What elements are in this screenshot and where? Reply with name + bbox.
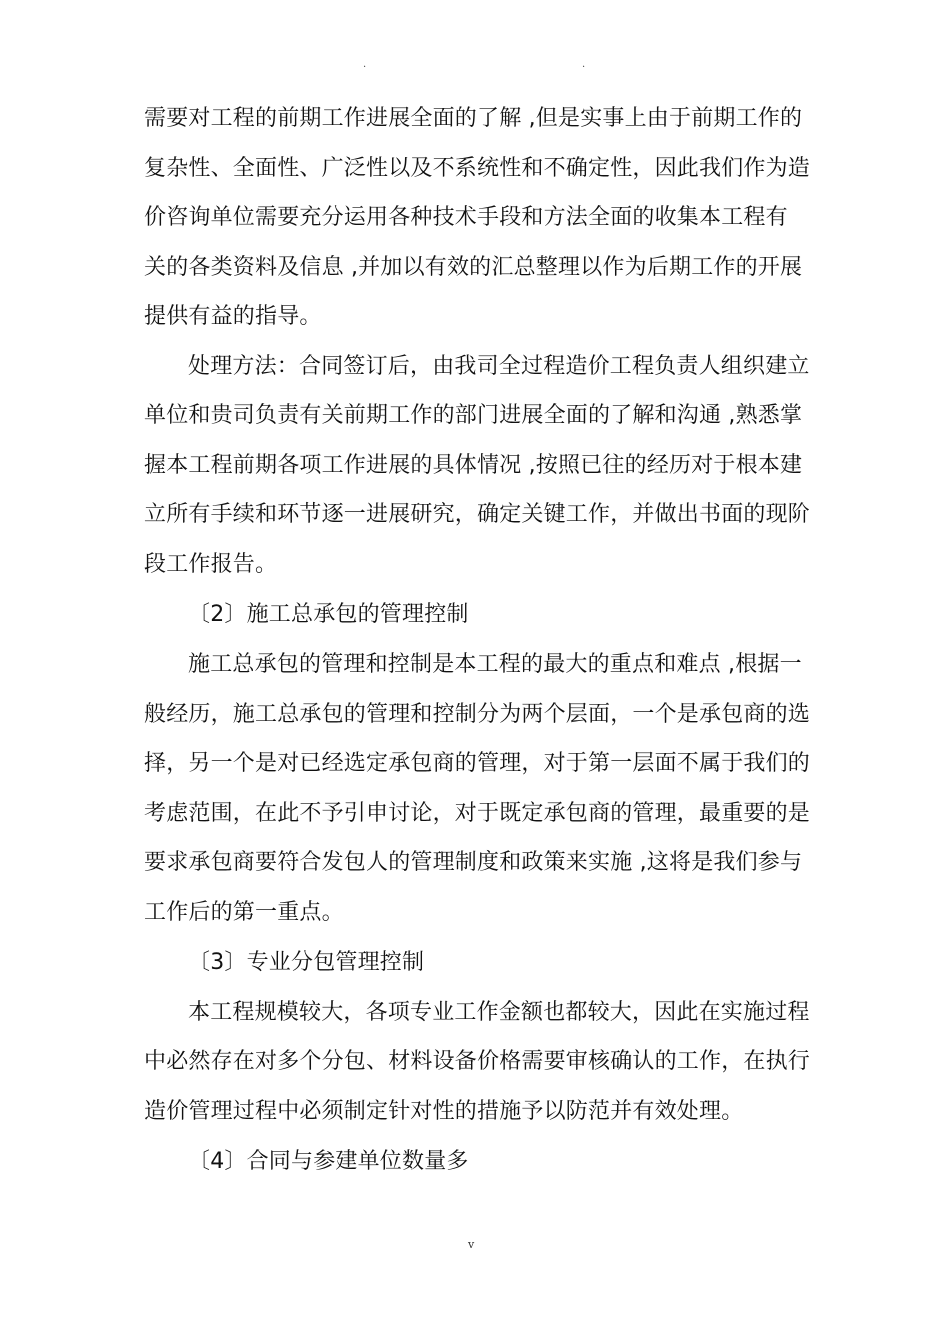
text-line: 需要对工程的前期工作进展全面的了解 ,但是实事上由于前期工作的 xyxy=(144,106,803,131)
text-line: 单位和贵司负责有关前期工作的部门进展全面的了解和沟通 ,熟悉掌 xyxy=(144,403,803,428)
text-line: 中必然存在对多个分包、材料设备价格需要审核确认的工作，在执行 xyxy=(144,1049,811,1074)
text-line: 般经历，施工总承包的管理和控制分为两个层面，一个是承包商的选 xyxy=(144,702,811,727)
text-line: 施工总承包的管理和控制是本工程的最大的重点和难点 ,根据一 xyxy=(188,652,802,677)
section-heading: 〔4〕合同与参建单位数量多 xyxy=(188,1149,469,1174)
text-line: 工作后的第一重点。 xyxy=(144,900,344,925)
header-dot-left: . xyxy=(363,59,367,70)
text-line: 择，另一个是对已经选定承包商的管理，对于第一层面不属于我们的 xyxy=(144,751,811,776)
text-line: 复杂性、全面性、广泛性以及不系统性和不确定性，因此我们作为造 xyxy=(144,156,811,181)
text-line: 立所有手续和环节逐一进展研究，确定关键工作，并做出书面的现阶 xyxy=(144,502,811,527)
text-line: 握本工程前期各项工作进展的具体情况 ,按照已往的经历对于根本建 xyxy=(144,453,803,478)
text-line: 本工程规模较大，各项专业工作金额也都较大，因此在实施过程 xyxy=(188,1000,810,1025)
page-footer-mark: v xyxy=(468,1238,475,1251)
section-heading: 〔3〕专业分包管理控制 xyxy=(188,950,425,975)
section-heading: 〔2〕施工总承包的管理控制 xyxy=(188,602,469,627)
text-line: 关的各类资料及信息 ,并加以有效的汇总整理以作为后期工作的开展 xyxy=(144,255,803,280)
text-line: 考虑范围，在此不予引申讨论，对于既定承包商的管理，最重要的是 xyxy=(144,801,811,826)
text-line: 要求承包商要符合发包人的管理制度和政策来实施 ,这将是我们参与 xyxy=(144,850,803,875)
text-line: 提供有益的指导。 xyxy=(144,304,322,329)
text-line: 造价管理过程中必须制定针对性的措施予以防范并有效处理。 xyxy=(144,1099,744,1124)
text-line: 处理方法：合同签订后，由我司全过程造价工程负责人组织建立 xyxy=(188,354,810,379)
text-line: 段工作报告。 xyxy=(144,552,278,577)
header-dot-right: . xyxy=(582,59,586,70)
text-line: 价咨询单位需要充分运用各种技术手段和方法全面的收集本工程有 xyxy=(144,205,788,230)
